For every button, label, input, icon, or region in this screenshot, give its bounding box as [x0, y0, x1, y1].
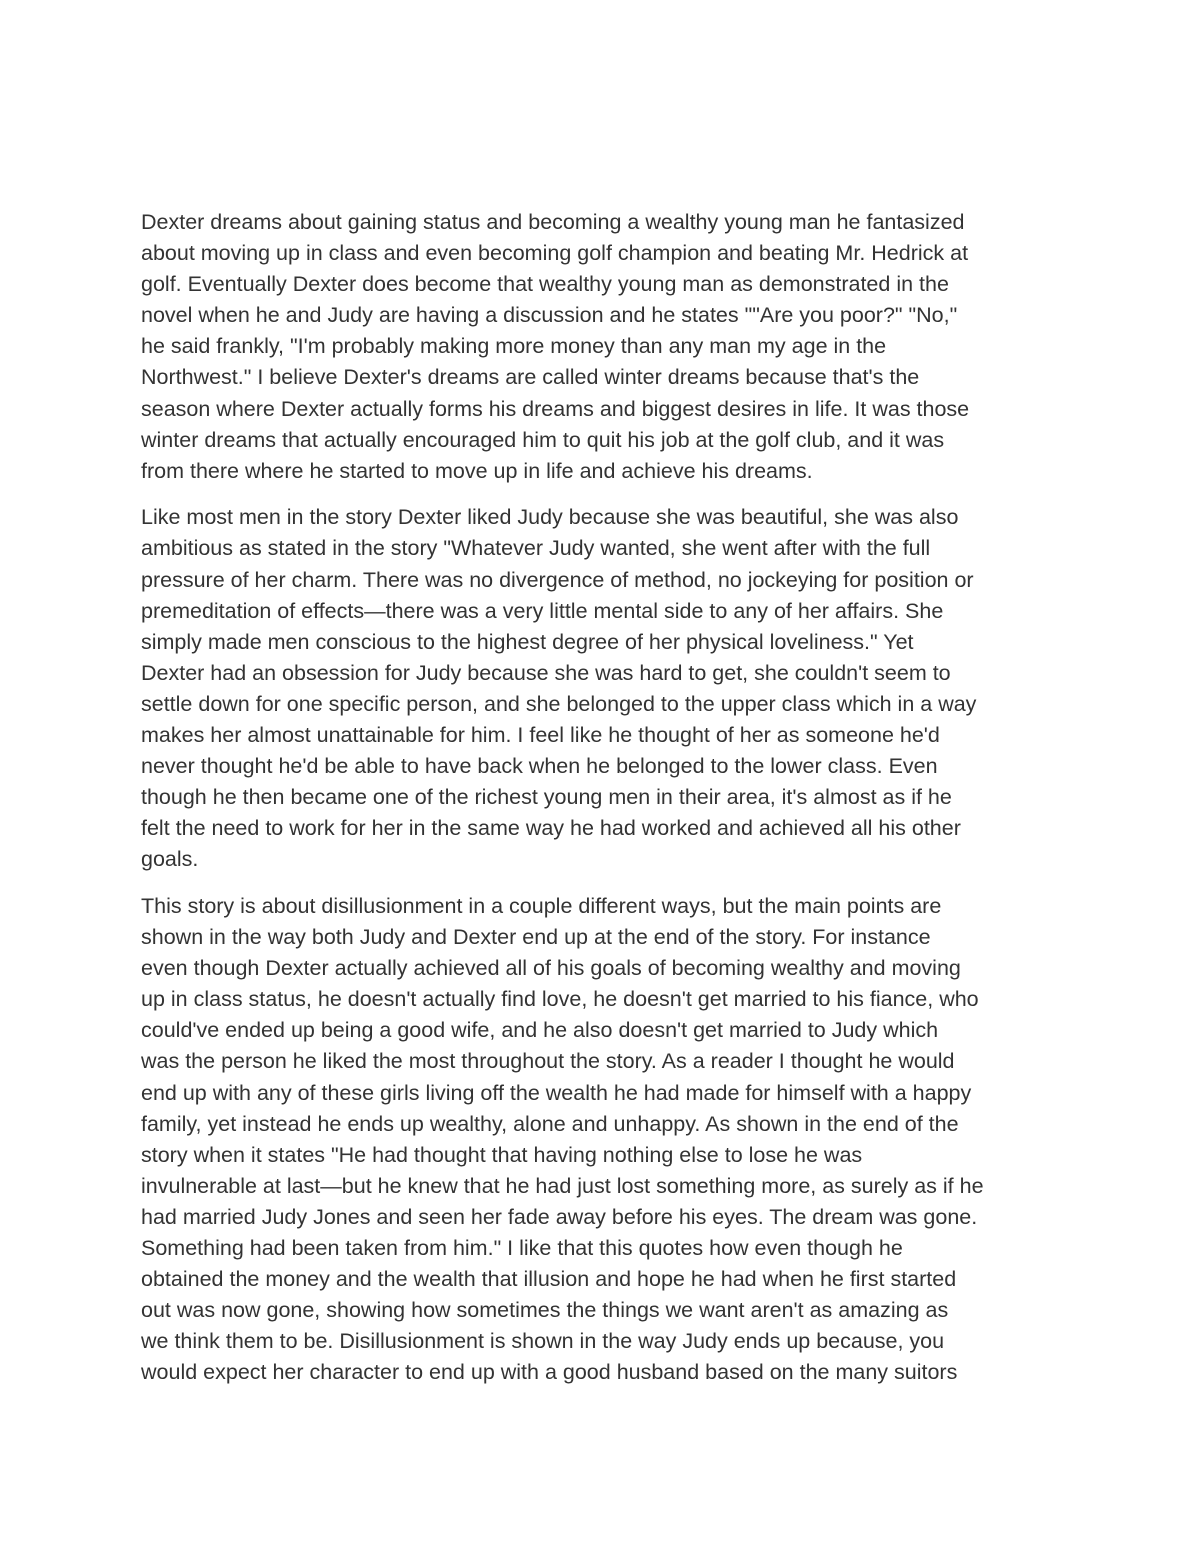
text-line: pressure of her charm. There was no divergence of method, no jockeying for position or — [141, 567, 974, 592]
text-line: novel when he and Judy are having a discussion and he states ""Are you poor?" "No," — [141, 303, 958, 328]
paragraph — [141, 891, 1071, 1389]
text-line: golf. Eventually Dexter does become that wealthy young man as demonstrated in the — [141, 272, 949, 297]
text-line: about moving up in class and even becoming golf champion and beating Mr. Hedrick at — [141, 241, 969, 266]
text-line: was the person he liked the most throughout the story. As a reader I thought he would — [141, 1049, 955, 1074]
text-line: never thought he'd be able to have back when he belonged to the lower class. Even — [141, 754, 938, 779]
text-line: obtained the money and the wealth that illusion and hope he had when he first started — [141, 1267, 957, 1292]
text-line: family, yet instead he ends up wealthy, alone and unhappy. As shown in the end of the — [141, 1111, 959, 1136]
text-line: Northwest." I believe Dexter's dreams are called winter dreams because that's the — [141, 365, 920, 390]
text-line: ambitious as stated in the story "Whatever Judy wanted, she went after with the full — [141, 536, 931, 561]
text-line: simply made men conscious to the highest degree of her physical loveliness." Yet — [141, 629, 914, 654]
paragraph — [141, 207, 1071, 487]
text-line: Something had been taken from him." I like that this quotes how even though he — [141, 1236, 903, 1260]
text-line: This story is about disillusionment in a couple different ways, but the main points are — [141, 893, 942, 918]
text-line: shown in the way both Judy and Dexter end up at the end of the story. For instance — [141, 925, 931, 950]
text-line: settle down for one specific person, and she belonged to the upper class which in a way — [141, 691, 977, 716]
text-line: he said frankly, "I'm probably making more money than any man my age in the — [141, 334, 887, 359]
text-line: winter dreams that actually encouraged him to quit his job at the golf club, and it was — [141, 427, 945, 452]
text-line: we think them to be. Disillusionment is shown in the way Judy ends up because, you — [141, 1329, 945, 1354]
text-line: makes her almost unattainable for him. I feel like he thought of her as someone he'd — [141, 723, 940, 747]
text-line: would expect her character to end up with a good husband based on the many suitors — [141, 1360, 958, 1385]
text-line: Like most men in the story Dexter liked Judy because she was beautiful, she was also — [141, 505, 959, 530]
document-body — [141, 207, 1071, 1404]
text-line: from there where he started to move up in life and achieve his dreams. — [141, 458, 813, 483]
text-line: invulnerable at last—but he knew that he had just lost something more, as surely as if he — [141, 1173, 984, 1198]
text-line: premeditation of effects—there was a very little mental side to any of her affairs. She — [141, 598, 944, 623]
text-line: story when it states "He had thought that having nothing else to lose he was — [141, 1142, 863, 1167]
text-line: out was now gone, showing how sometimes the things we want aren't as amazing as — [141, 1298, 949, 1323]
text-line: goals. — [141, 847, 199, 872]
text-line: up in class status, he doesn't actually find love, he doesn't get married to his fiance, who — [141, 987, 979, 1012]
text-line: felt the need to work for her in the same way he had worked and achieved all his other — [141, 816, 961, 841]
text-line: could've ended up being a good wife, and he also doesn't get married to Judy which — [141, 1018, 939, 1043]
text-line: Dexter had an obsession for Judy because she was hard to get, she couldn't seem to — [141, 660, 951, 685]
text-line: Dexter dreams about gaining status and becoming a wealthy young man he fantasized — [141, 210, 965, 234]
text-line: had married Judy Jones and seen her fade away before his eyes. The dream was gone. — [141, 1204, 978, 1229]
text-line: even though Dexter actually achieved all of his goals of becoming wealthy and moving — [141, 956, 961, 981]
text-line: end up with any of these girls living off the wealth he had made for himself with a happy — [141, 1080, 972, 1105]
paragraph — [141, 502, 1071, 875]
text-line: season where Dexter actually forms his dreams and biggest desires in life. It was those — [141, 396, 970, 421]
text-line: though he then became one of the richest young men in their area, it's almost as if he — [141, 785, 952, 810]
